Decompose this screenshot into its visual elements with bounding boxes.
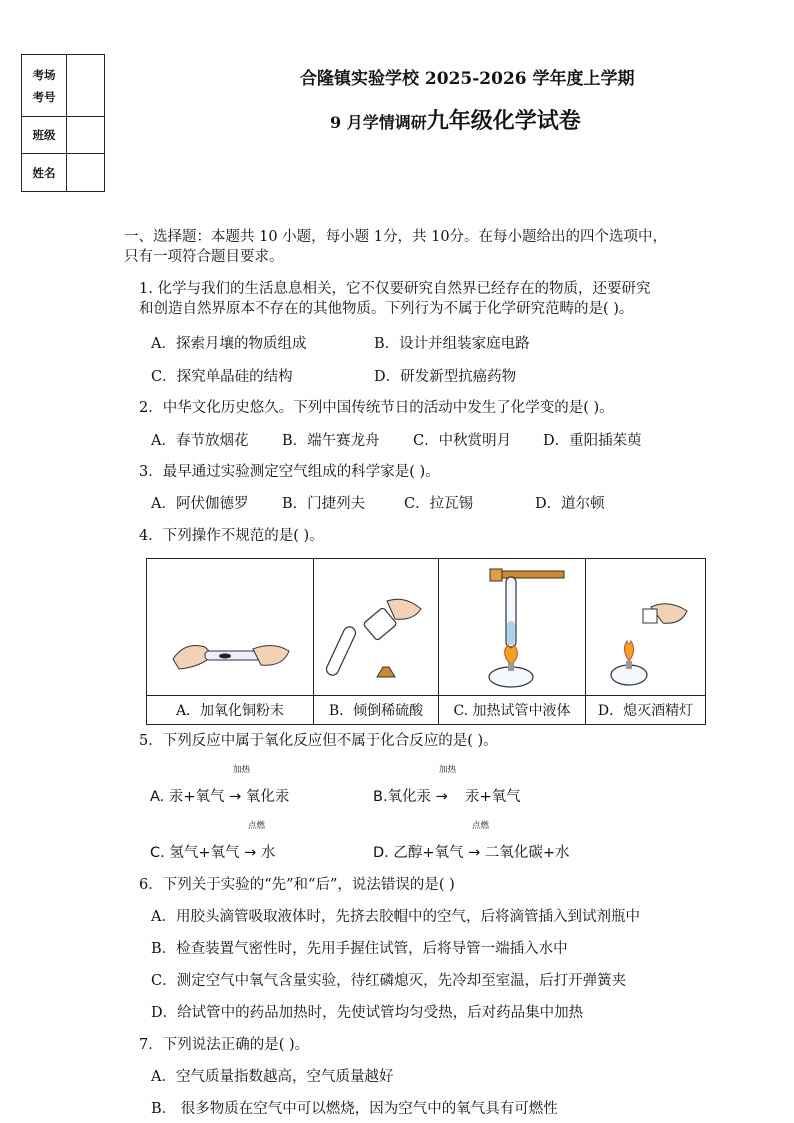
q4-stem: 4．下列操作不规范的是( )。 [139, 528, 324, 544]
q6-option-d[interactable]: D．给试管中的药品加热时，先使试管均匀受热，后对药品集中加热 [151, 1005, 584, 1021]
q6-option-c[interactable]: C．测定空气中氧气含量实验，待红磷熄灭，先冷却至室温，后打开弹簧夹 [151, 973, 627, 989]
q6-option-a[interactable]: A．用胶头滴管吸取液体时，先挤去胶帽中的空气，后将滴管插入到试剂瓶中 [151, 909, 640, 925]
q4-image-a [147, 559, 314, 696]
q4-image-d [586, 559, 706, 696]
q7-option-b[interactable]: B． 很多物质在空气中可以燃烧，因为空气中的氧气具有可燃性 [151, 1101, 558, 1117]
title-prefix: 9 月学情调研 [330, 113, 427, 132]
q2-option-c[interactable]: C．中秋赏明月 [413, 433, 512, 449]
adding-powder-illustration [165, 611, 295, 691]
q5-option-b-left[interactable]: B.氧化汞 → [373, 789, 448, 805]
section-intro-line1: 一、选择题：本题共 10 小题，每小题 1分，共 10分。在每小题给出的四个选项中， [124, 229, 668, 245]
q1-option-d[interactable]: D．研发新型抗癌药物 [374, 369, 517, 385]
q1-option-a[interactable]: A．探索月壤的物质组成 [151, 336, 307, 352]
exam-title-line1: 合隆镇实验学校 2025-2026 学年度上学期 [300, 69, 635, 89]
name-field[interactable] [67, 154, 105, 192]
q4-caption-c[interactable]: C. 加热试管中液体 [439, 696, 586, 725]
q1-option-c[interactable]: C．探究单晶硅的结构 [151, 369, 293, 385]
student-info-table [21, 54, 105, 192]
pouring-acid-illustration [321, 591, 431, 691]
section-intro-line2: 只有一项符合题目要求。 [124, 249, 284, 265]
q1-option-b[interactable]: B．设计并组装家庭电路 [374, 336, 530, 352]
q3-option-c[interactable]: C．拉瓦锡 [404, 496, 474, 512]
q5-option-a[interactable]: A. 汞+氧气 → 氧化汞 [150, 789, 290, 805]
name-label: 姓名 [22, 154, 67, 192]
q2-option-d[interactable]: D．重阳插茱萸 [543, 433, 642, 449]
q4-caption-a[interactable]: A．加氧化铜粉末 [147, 696, 314, 725]
q4-image-b [314, 559, 439, 696]
q7-stem: 7．下列说法正确的是( )。 [139, 1037, 310, 1053]
heating-tube-illustration [442, 565, 582, 691]
q5d-condition: 点燃 [472, 821, 490, 831]
q4-caption-b[interactable]: B．倾倒稀硫酸 [314, 696, 439, 725]
q1-stem-line1: 1. 化学与我们的生活息息相关，它不仅要研究自然界已经存在的物质，还要研究 [139, 281, 651, 297]
q5-option-b-right[interactable]: 汞+氧气 [465, 789, 521, 805]
q2-option-a[interactable]: A．春节放烟花 [151, 433, 249, 449]
q5-stem: 5．下列反应中属于氧化反应但不属于化合反应的是( )。 [139, 733, 498, 749]
q4-image-c [439, 559, 586, 696]
q3-option-d[interactable]: D．道尔顿 [535, 496, 605, 512]
q5a-condition: 加热 [233, 765, 251, 775]
q7-option-a[interactable]: A．空气质量指数越高，空气质量越好 [151, 1069, 394, 1085]
q6-option-b[interactable]: B．检查装置气密性时，先用手握住试管，后将导管一端插入水中 [151, 941, 568, 957]
q6-stem: 6．下列关于实验的“先”和“后”，说法错误的是( ) [139, 877, 455, 893]
exam-id-label: 考号 [32, 89, 56, 104]
q3-option-b[interactable]: B．门捷列夫 [282, 496, 366, 512]
class-label: 班级 [22, 117, 67, 154]
q2-option-b[interactable]: B．端午赛龙舟 [282, 433, 380, 449]
exam-room-id-field[interactable] [67, 55, 105, 117]
title-main: 九年级化学试卷 [426, 108, 581, 134]
class-field[interactable] [67, 117, 105, 154]
q5b-condition: 加热 [439, 765, 457, 775]
exam-title-line2 [330, 104, 581, 135]
q4-caption-d[interactable]: D．熄灭酒精灯 [586, 696, 706, 725]
q4-figure-table [146, 558, 706, 725]
q1-stem-line2: 和创造自然界原本不存在的其他物质。下列行为不属于化学研究范畴的是( )。 [139, 301, 634, 317]
q3-stem: 3．最早通过实验测定空气组成的科学家是( )。 [139, 464, 440, 480]
q5c-condition: 点燃 [248, 821, 266, 831]
q2-stem: 2．中华文化历史悠久。下列中国传统节日的活动中发生了化学变的是( )。 [139, 400, 614, 416]
exam-room-id-label [22, 55, 67, 117]
extinguishing-lamp-illustration [591, 591, 701, 691]
q3-option-a[interactable]: A．阿伏伽德罗 [151, 496, 249, 512]
q5-option-d[interactable]: D. 乙醇+氧气 → 二氧化碳+水 [373, 845, 570, 861]
q5-option-c[interactable]: C. 氢气+氧气 → 水 [150, 845, 276, 861]
exam-room-label: 考场 [32, 67, 56, 82]
